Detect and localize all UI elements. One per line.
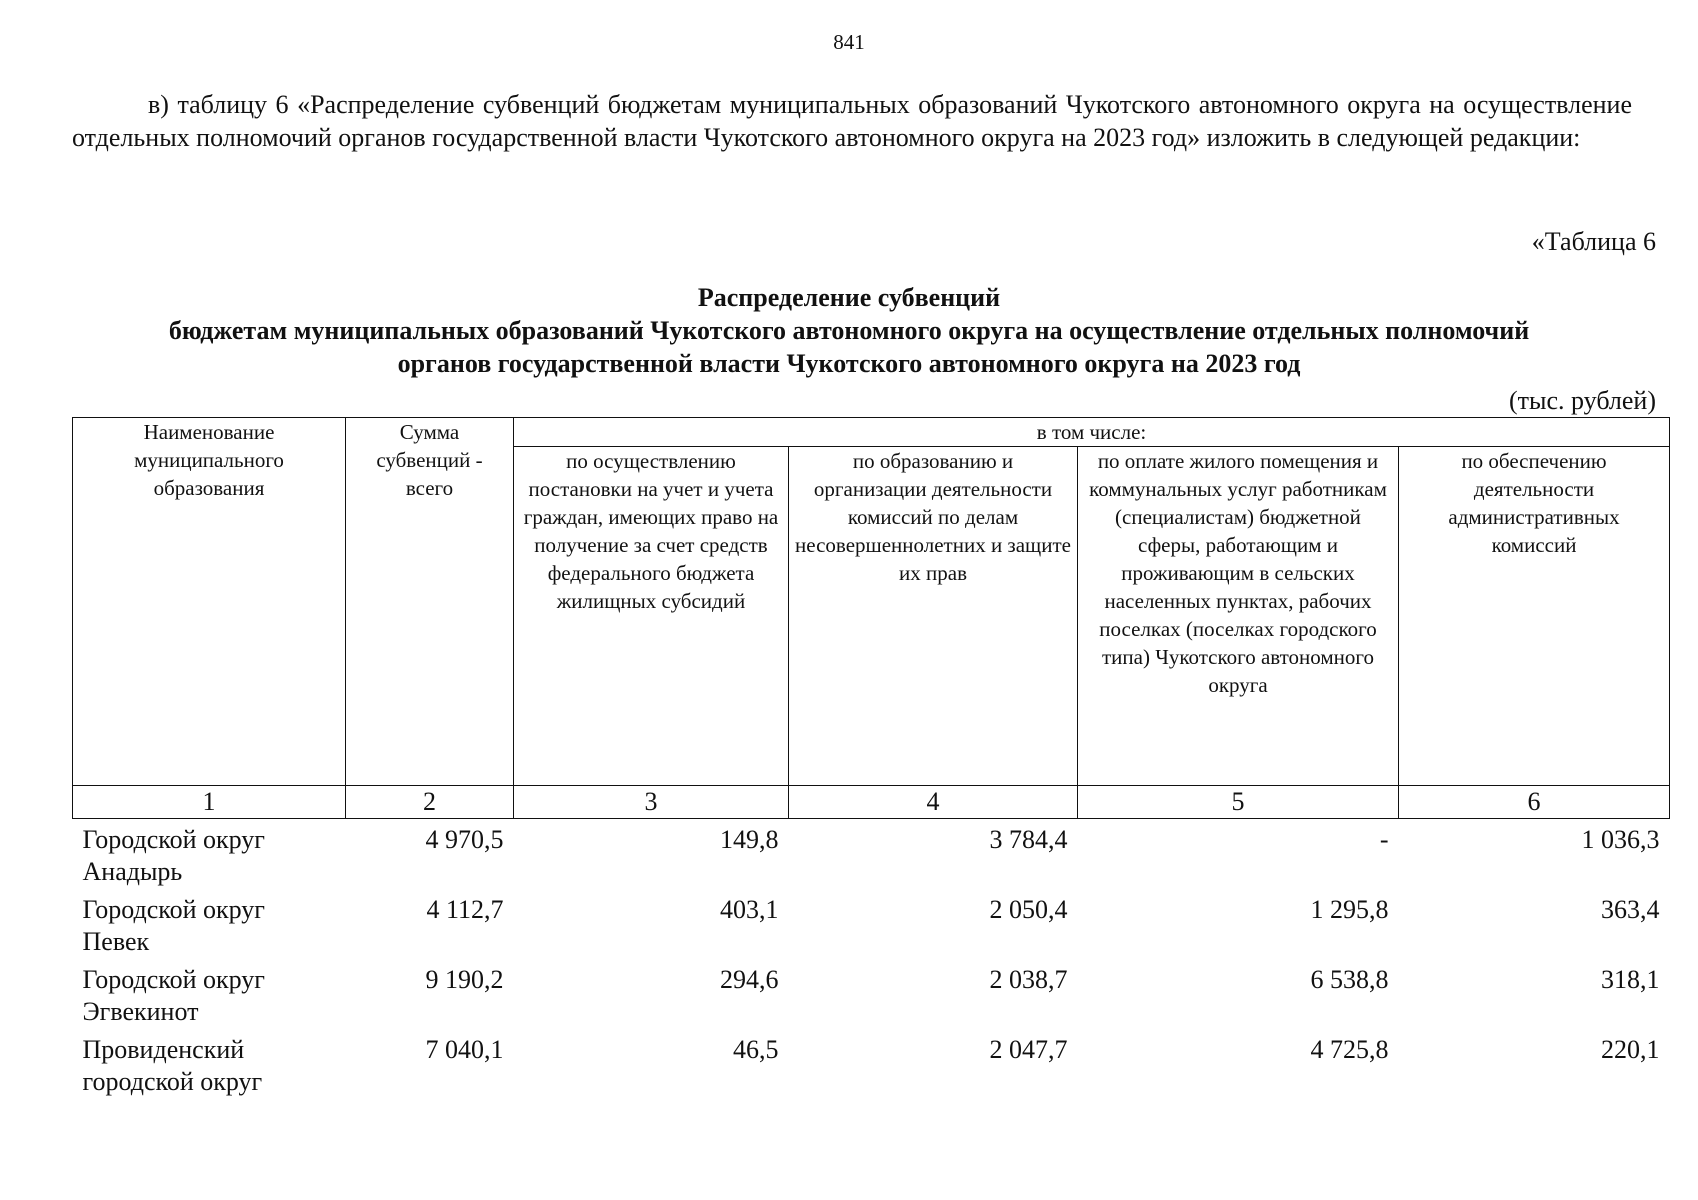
row-col-5: 4 725,8 (1310, 1035, 1389, 1064)
row-name: Городской округ Певек (82, 895, 265, 956)
row-col-5: 6 538,8 (1310, 965, 1389, 994)
row-col-4: 2 050,4 (989, 895, 1068, 924)
row-total: 4 112,7 (426, 895, 504, 924)
header-name: Наименование муниципального образования (73, 418, 346, 786)
row-col-3: 294,6 (720, 965, 779, 994)
row-name: Городской округ Анадырь (82, 825, 265, 886)
row-col-4: 3 784,4 (989, 825, 1068, 854)
table-row (73, 1029, 1670, 1099)
row-col-6: 1 036,3 (1581, 825, 1660, 854)
row-col-3: 149,8 (720, 825, 779, 854)
table-title-line-2: бюджетам муниципальных образований Чукотского автономного округа на осуществление отдельных полномочий (168, 316, 1530, 345)
units-label: (тыс. рублей) (1508, 386, 1656, 415)
column-number: 2 (346, 786, 514, 819)
row-total: 7 040,1 (425, 1035, 504, 1064)
header-col-5: по оплате жилого помещения и коммунальных услуг работникам (специалистам) бюджетной сферы, работающим и проживающим в сельских населенных пунктах, рабочих поселках (поселках городского типа) Чукотского автономного округа (1078, 447, 1399, 786)
table-title (0, 281, 1698, 380)
page-number: 841 (833, 30, 865, 54)
table-row (73, 819, 1670, 890)
table-title-line-1: Распределение субвенций (697, 283, 1001, 312)
column-number: 1 (73, 786, 346, 819)
row-col-6: 220,1 (1601, 1035, 1660, 1064)
table-row (73, 959, 1670, 1029)
header-total: Сумма субвенций - всего (346, 418, 514, 786)
row-col-4: 2 038,7 (989, 965, 1068, 994)
row-name: Провиденский городской округ (82, 1035, 263, 1096)
row-col-3: 46,5 (733, 1035, 779, 1064)
column-number: 4 (789, 786, 1078, 819)
row-name: Городской округ Эгвекинот (82, 965, 265, 1026)
table-row (73, 889, 1670, 959)
row-total: 9 190,2 (425, 965, 504, 994)
header-col-4: по образованию и организации деятельности комиссий по делам несовершеннолетних и защите их прав (789, 447, 1078, 786)
header-col-6: по обеспечению деятельности административных комиссий (1399, 447, 1670, 786)
row-col-3: 403,1 (720, 895, 779, 924)
row-col-6: 318,1 (1601, 965, 1660, 994)
header-col-3: по осуществлению постановки на учет и учета граждан, имеющих право на получение за счет средств федерального бюджета жилищных субсидий (514, 447, 789, 786)
column-number: 6 (1399, 786, 1670, 819)
column-number: 5 (1078, 786, 1399, 819)
row-total: 4 970,5 (425, 825, 504, 854)
row-col-5: - (1379, 825, 1389, 854)
intro-paragraph: в) таблицу 6 «Распределение субвенций бюджетам муниципальных образований Чукотского автономного округа на осуществление отдельных полномочий органов государственной власти Чукотского автономного округа на 2023 год» изложить в следующей редакции: (72, 90, 1632, 152)
table-marker: «Таблица 6 (1531, 227, 1656, 256)
row-col-5: 1 295,8 (1310, 895, 1389, 924)
row-col-4: 2 047,7 (989, 1035, 1068, 1064)
subventions-table (72, 417, 1670, 1099)
row-col-6: 363,4 (1601, 895, 1660, 924)
column-number: 3 (514, 786, 789, 819)
header-group: в том числе: (514, 418, 1670, 447)
table-title-line-3: органов государственной власти Чукотского автономного округа на 2023 год (397, 349, 1301, 378)
